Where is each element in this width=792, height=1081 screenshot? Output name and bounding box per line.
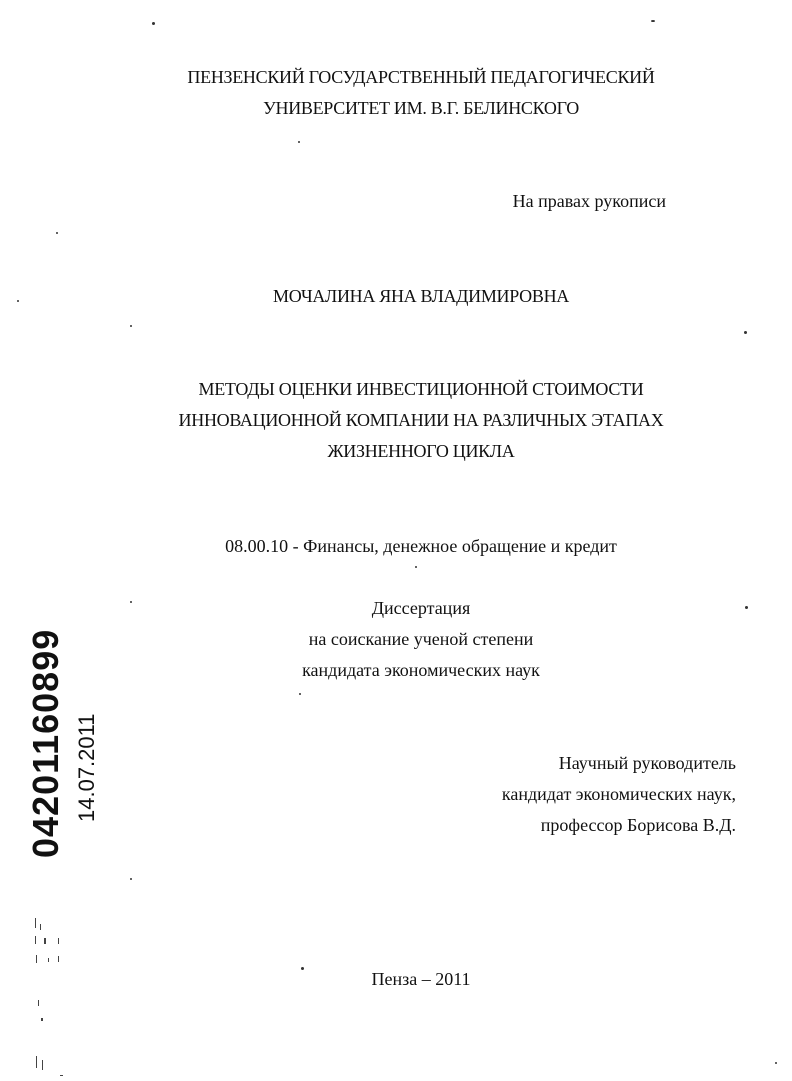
scan-speck xyxy=(651,20,655,22)
scan-tick xyxy=(36,955,37,963)
supervisor-line-1: Научный руководитель xyxy=(558,753,736,773)
scan-speck xyxy=(298,141,300,143)
scan-speck xyxy=(299,693,301,695)
scan-speck xyxy=(745,606,748,609)
supervisor-line-3: профессор Борисова В.Д. xyxy=(540,815,736,835)
university-name-line-2: УНИВЕРСИТЕТ ИМ. В.Г. БЕЛИНСКОГО xyxy=(263,98,579,118)
scan-tick xyxy=(40,924,41,930)
stamp-date: 14.07.2011 xyxy=(74,713,99,822)
scan-speck xyxy=(415,566,417,568)
scan-tick xyxy=(44,938,46,944)
scan-tick xyxy=(38,1000,39,1006)
university-name-line-1: ПЕНЗЕНСКИЙ ГОСУДАРСТВЕННЫЙ ПЕДАГОГИЧЕСКИЙ xyxy=(187,67,655,87)
degree-line-1: Диссертация xyxy=(371,598,471,618)
library-stamp xyxy=(25,628,99,858)
thesis-title-line-2: ИННОВАЦИОННОЙ КОМПАНИИ НА РАЗЛИЧНЫХ ЭТАПАХ xyxy=(178,410,664,430)
degree-line-3: кандидата экономических наук xyxy=(302,660,540,680)
scan-speck xyxy=(130,878,132,880)
degree-line-2: на соискание ученой степени xyxy=(308,629,534,649)
thesis-title-line-3: ЖИЗНЕННОГО ЦИКЛА xyxy=(327,441,515,461)
scan-tick xyxy=(35,936,36,944)
supervisor-line-2: кандидат экономических наук, xyxy=(501,784,736,804)
scan-speck xyxy=(152,22,155,25)
scan-tick xyxy=(60,1075,63,1076)
scan-speck xyxy=(130,601,132,603)
scan-tick xyxy=(48,958,49,962)
scan-tick xyxy=(35,918,36,928)
scan-speck xyxy=(17,300,19,302)
scan-speck xyxy=(744,331,747,334)
scan-tick xyxy=(58,938,59,944)
author-name: МОЧАЛИНА ЯНА ВЛАДИМИРОВНА xyxy=(272,286,569,306)
scan-speck xyxy=(130,325,132,327)
scan-tick xyxy=(58,956,59,962)
place-year: Пенза – 2011 xyxy=(371,969,471,989)
thesis-title-line-1: МЕТОДЫ ОЦЕНКИ ИНВЕСТИЦИОННОЙ СТОИМОСТИ xyxy=(198,379,644,399)
manuscript-note: На правах рукописи xyxy=(512,191,666,211)
scan-tick xyxy=(41,1018,43,1021)
scan-tick xyxy=(36,1056,37,1068)
specialty-code: 08.00.10 - Финансы, денежное обращение и кредит xyxy=(225,536,617,556)
scan-speck xyxy=(56,232,58,234)
stamp-code: 04201160899 xyxy=(25,628,66,858)
scan-speck xyxy=(775,1062,777,1064)
scan-tick xyxy=(42,1060,43,1070)
scan-speck xyxy=(301,967,304,970)
